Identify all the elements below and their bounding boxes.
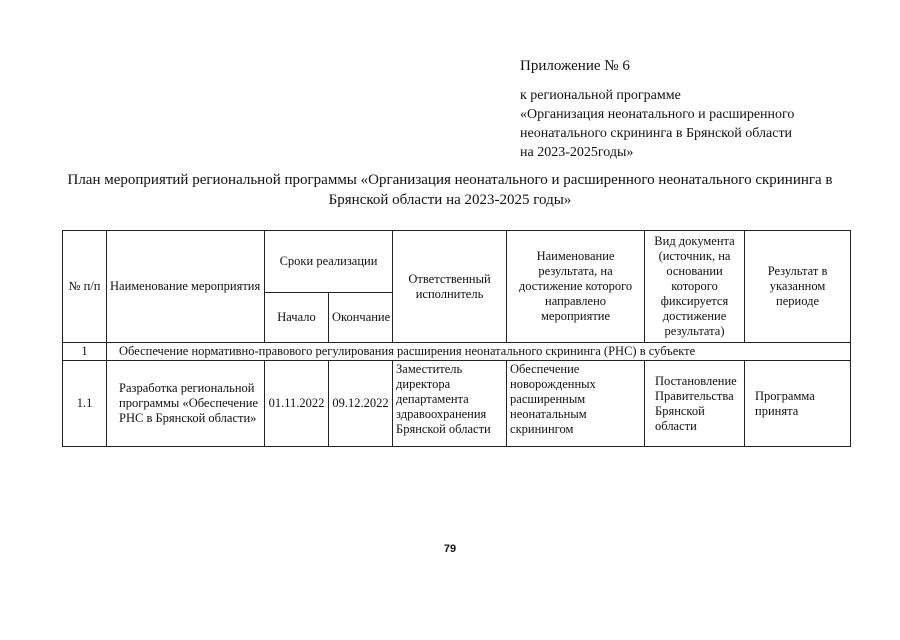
row-result-period: Программа принята: [745, 361, 851, 447]
header-result-name: Наименование результата, на достижение которого направлено мероприятие: [507, 231, 645, 343]
row-responsible: Заместитель директора департамента здравоохранения Брянской области: [393, 361, 507, 447]
section-text: Обеспечение нормативно-правового регулирования расширения неонатального скрининга (РНС) в субъекте: [107, 343, 851, 361]
table-row: [63, 361, 851, 447]
header-result-period: Результат в указанном периоде: [745, 231, 851, 343]
row-doc-type: Постановление Правительства Брянской области: [645, 361, 745, 447]
row-num: 1.1: [63, 361, 107, 447]
header-event: Наименование мероприятия: [107, 231, 265, 343]
header-doc-type: Вид документа (источник, на основании которого фиксируется достижение результата): [645, 231, 745, 343]
plan-title-line: План мероприятий региональной программы «Организация неонатального и расширенного неонатального скрининга в: [67, 172, 833, 188]
header-num: № п/п: [63, 231, 107, 343]
row-result-name: Обеспечение новорожденных расширенным неонатальным скринингом: [507, 361, 645, 447]
header-responsible: Ответственный исполнитель: [393, 231, 507, 343]
row-start: 01.11.2022: [265, 361, 329, 447]
appendix-line: на 2023-2025годы»: [520, 145, 634, 160]
header-start: Начало: [265, 293, 329, 343]
appendix-title: Приложение № 6: [520, 58, 630, 74]
plan-title-line: Брянской области на 2023-2025 годы»: [328, 192, 572, 208]
row-end: 09.12.2022: [329, 361, 393, 447]
table-header-row: [63, 231, 851, 293]
appendix-line: «Организация неонатального и расширенного: [520, 107, 795, 122]
page-number: 79: [443, 543, 457, 555]
section-row: [63, 343, 851, 361]
appendix-line: к региональной программе: [520, 88, 681, 103]
row-event: Разработка региональной программы «Обеспечение РНС в Брянской области»: [107, 361, 265, 447]
appendix-subtitle: [520, 86, 850, 162]
appendix-line: неонатального скрининга в Брянской области: [520, 126, 793, 141]
events-table: [62, 230, 851, 447]
section-num: 1: [63, 343, 107, 361]
header-end: Окончание: [329, 293, 393, 343]
header-period: Сроки реализации: [265, 231, 393, 293]
plan-title: [40, 170, 860, 210]
